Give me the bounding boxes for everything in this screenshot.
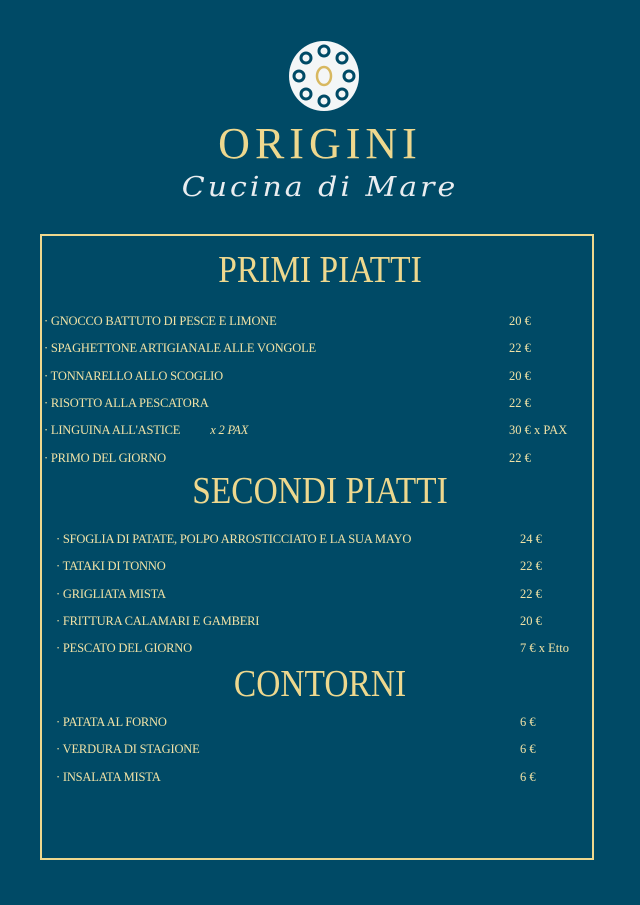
bullet-icon: · bbox=[44, 450, 51, 465]
menu-item bbox=[44, 314, 277, 329]
bullet-icon: · bbox=[44, 314, 51, 328]
menu-item bbox=[56, 715, 167, 730]
item-name: TATAKI DI TONNO bbox=[62, 559, 166, 574]
item-name: LINGUINA ALL'ASTICE bbox=[50, 423, 181, 438]
section-title: SECONDI PIATTI bbox=[192, 470, 448, 512]
item-price: 24 € bbox=[520, 532, 542, 546]
section-title: CONTORNI bbox=[233, 663, 407, 705]
item-price: 20 € bbox=[509, 368, 531, 383]
item-price: 22 € bbox=[509, 395, 531, 410]
item-price: 6 € bbox=[520, 769, 536, 784]
menu-item bbox=[56, 641, 192, 656]
menu-item bbox=[44, 396, 209, 411]
menu-item bbox=[56, 559, 166, 574]
item-name: VERDURA DI STAGIONE bbox=[62, 742, 200, 757]
item-price: 30 € x PAX bbox=[509, 423, 568, 438]
item-name: SFOGLIA DI PATATE, POLPO ARROSTICCIATO E LA SUA MAYO bbox=[62, 532, 412, 546]
bullet-icon: · bbox=[56, 613, 63, 628]
menu-item bbox=[56, 614, 259, 629]
menu-item bbox=[44, 423, 248, 438]
bullet-icon: · bbox=[56, 641, 63, 656]
item-name: TONNARELLO ALLO SCOGLIO bbox=[50, 368, 223, 383]
item-price: 6 € bbox=[520, 715, 536, 729]
item-price: 20 € bbox=[509, 314, 531, 328]
item-price: 22 € bbox=[520, 586, 542, 601]
menu-item bbox=[56, 587, 166, 602]
menu-item bbox=[56, 532, 411, 547]
logo-emblem bbox=[288, 40, 360, 112]
item-name: FRITTURA CALAMARI E GAMBERI bbox=[62, 613, 260, 628]
item-price: 22 € bbox=[509, 341, 531, 356]
item-name: GRIGLIATA MISTA bbox=[62, 586, 166, 601]
bullet-icon: · bbox=[56, 742, 63, 757]
item-name: GNOCCO BATTUTO DI PESCE E LIMONE bbox=[50, 314, 277, 328]
item-price: 20 € bbox=[520, 613, 542, 628]
item-name: RISOTTO ALLA PESCATORA bbox=[50, 395, 209, 410]
item-name: INSALATA MISTA bbox=[62, 769, 161, 784]
item-note: x 2 PAX bbox=[210, 423, 249, 438]
bullet-icon: · bbox=[44, 423, 51, 438]
bullet-icon: · bbox=[56, 586, 63, 601]
bullet-icon: · bbox=[44, 395, 51, 410]
item-price: 7 € x Etto bbox=[520, 641, 569, 656]
brand-tagline: Cucina di Mare bbox=[181, 171, 459, 204]
item-name: PESCATO DEL GIORNO bbox=[62, 641, 192, 656]
menu-item bbox=[56, 770, 161, 785]
item-price: 22 € bbox=[509, 450, 531, 465]
menu-item bbox=[44, 341, 316, 356]
bullet-icon: · bbox=[56, 715, 63, 729]
menu-item bbox=[44, 451, 166, 466]
menu-item bbox=[44, 369, 223, 384]
section-title: PRIMI PIATTI bbox=[218, 249, 422, 291]
bullet-icon: · bbox=[56, 769, 63, 784]
bullet-icon: · bbox=[44, 368, 51, 383]
menu-item bbox=[56, 742, 200, 757]
brand-name: ORIGINI bbox=[218, 119, 422, 168]
bullet-icon: · bbox=[56, 559, 63, 574]
bullet-icon: · bbox=[56, 532, 63, 546]
item-name: SPAGHETTONE ARTIGIANALE ALLE VONGOLE bbox=[50, 341, 316, 356]
item-name: PRIMO DEL GIORNO bbox=[50, 450, 166, 465]
item-price: 22 € bbox=[520, 559, 542, 574]
item-price: 6 € bbox=[520, 742, 536, 757]
bullet-icon: · bbox=[44, 341, 51, 356]
item-name: PATATA AL FORNO bbox=[62, 715, 167, 729]
